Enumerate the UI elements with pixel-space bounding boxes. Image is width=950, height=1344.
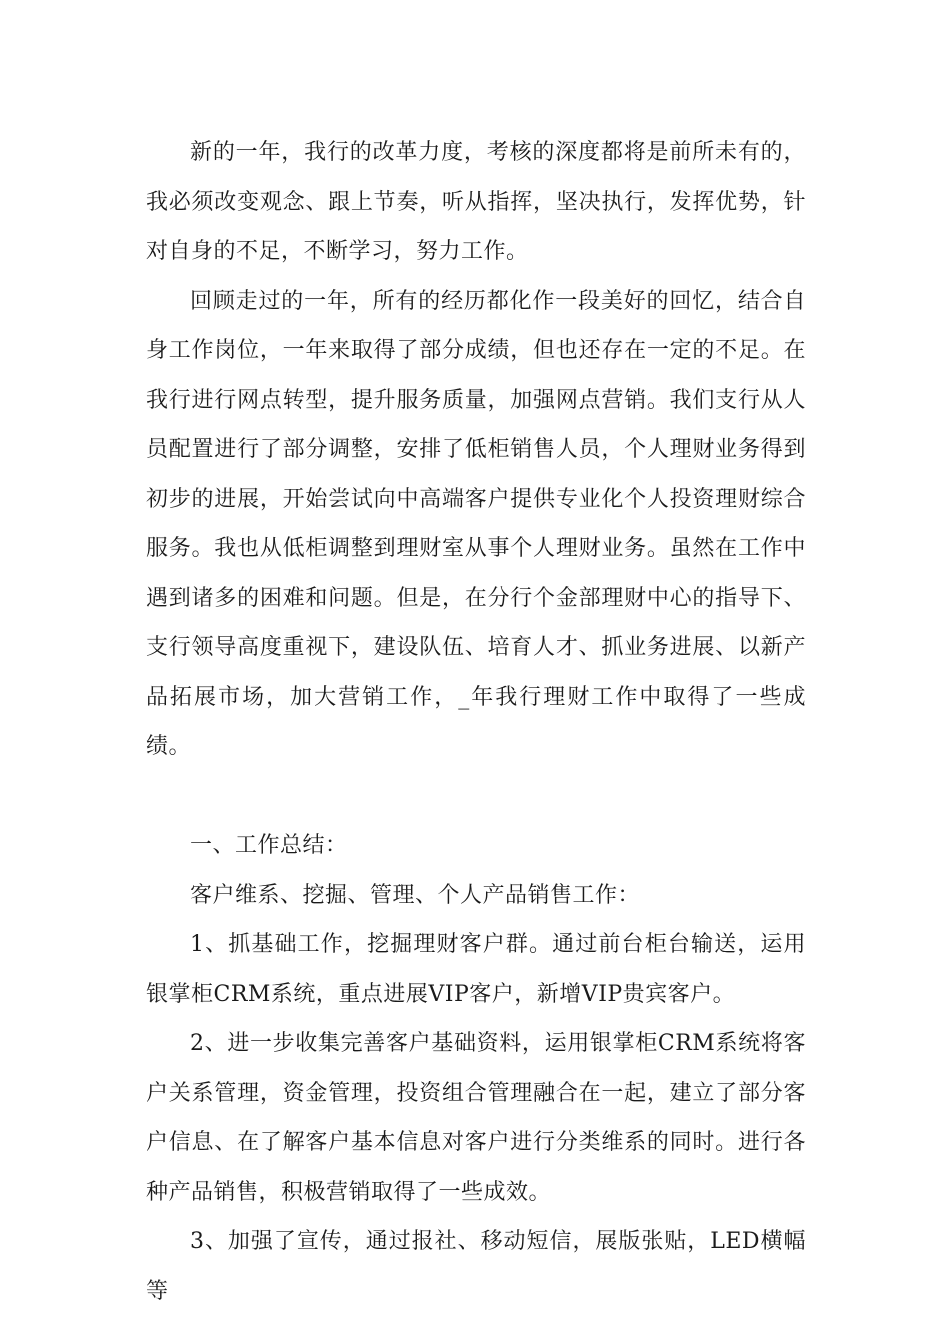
list-item-2: 2、进一步收集完善客户基础资料，运用银掌柜CRM系统将客户关系管理，资金管理，投资组合管理融合在一起，建立了部分客户信息、在了解客户基本信息对客户进行分类维系的同时。进行各种产品销售，积极营销取得了一些成效。 xyxy=(146,1031,806,1205)
list-item-1: 1、抓基础工作，挖掘理财客户群。通过前台柜台输送，运用银掌柜CRM系统，重点进展VIP客户，新增VIP贵宾客户。 xyxy=(146,932,806,1007)
subheading-customer-work: 客户维系、挖掘、管理、个人产品销售工作： xyxy=(190,882,641,908)
paragraph-review: 回顾走过的一年，所有的经历都化作一段美好的回忆，结合自身工作岗位，一年来取得了部分成绩，但也还存在一定的不足。在我行进行网点转型，提升服务质量，加强网点营销。我们支行从人员配置进行了部分调整，安排了低柜销售人员，个人理财业务得到初步的进展，开始尝试向中高端客户提供专业化个人投资理财综合服务。我也从低柜调整到理财室从事个人理财业务。虽然在工作中遇到诸多的困难和问题。但是，在分行个金部理财中心的指导下、支行领导高度重视下，建设队伍、培育人才、抓业务进展、以新产品拓展市场，加大营销工作，_年我行理财工作中取得了一些成绩。 xyxy=(146,288,806,759)
paragraph-new-year: 新的一年，我行的改革力度，考核的深度都将是前所未有的，我必须改变观念、跟上节奏，听从指挥，坚决执行，发挥优势，针对自身的不足，不断学习，努力工作。 xyxy=(146,140,806,264)
list-item-3: 3、加强了宣传，通过报社、移动短信，展版张贴，LED横幅等 xyxy=(146,1229,806,1304)
document-body xyxy=(146,128,806,1316)
section-heading-work-summary: 一、工作总结： xyxy=(190,833,348,858)
blank-line xyxy=(146,772,806,822)
